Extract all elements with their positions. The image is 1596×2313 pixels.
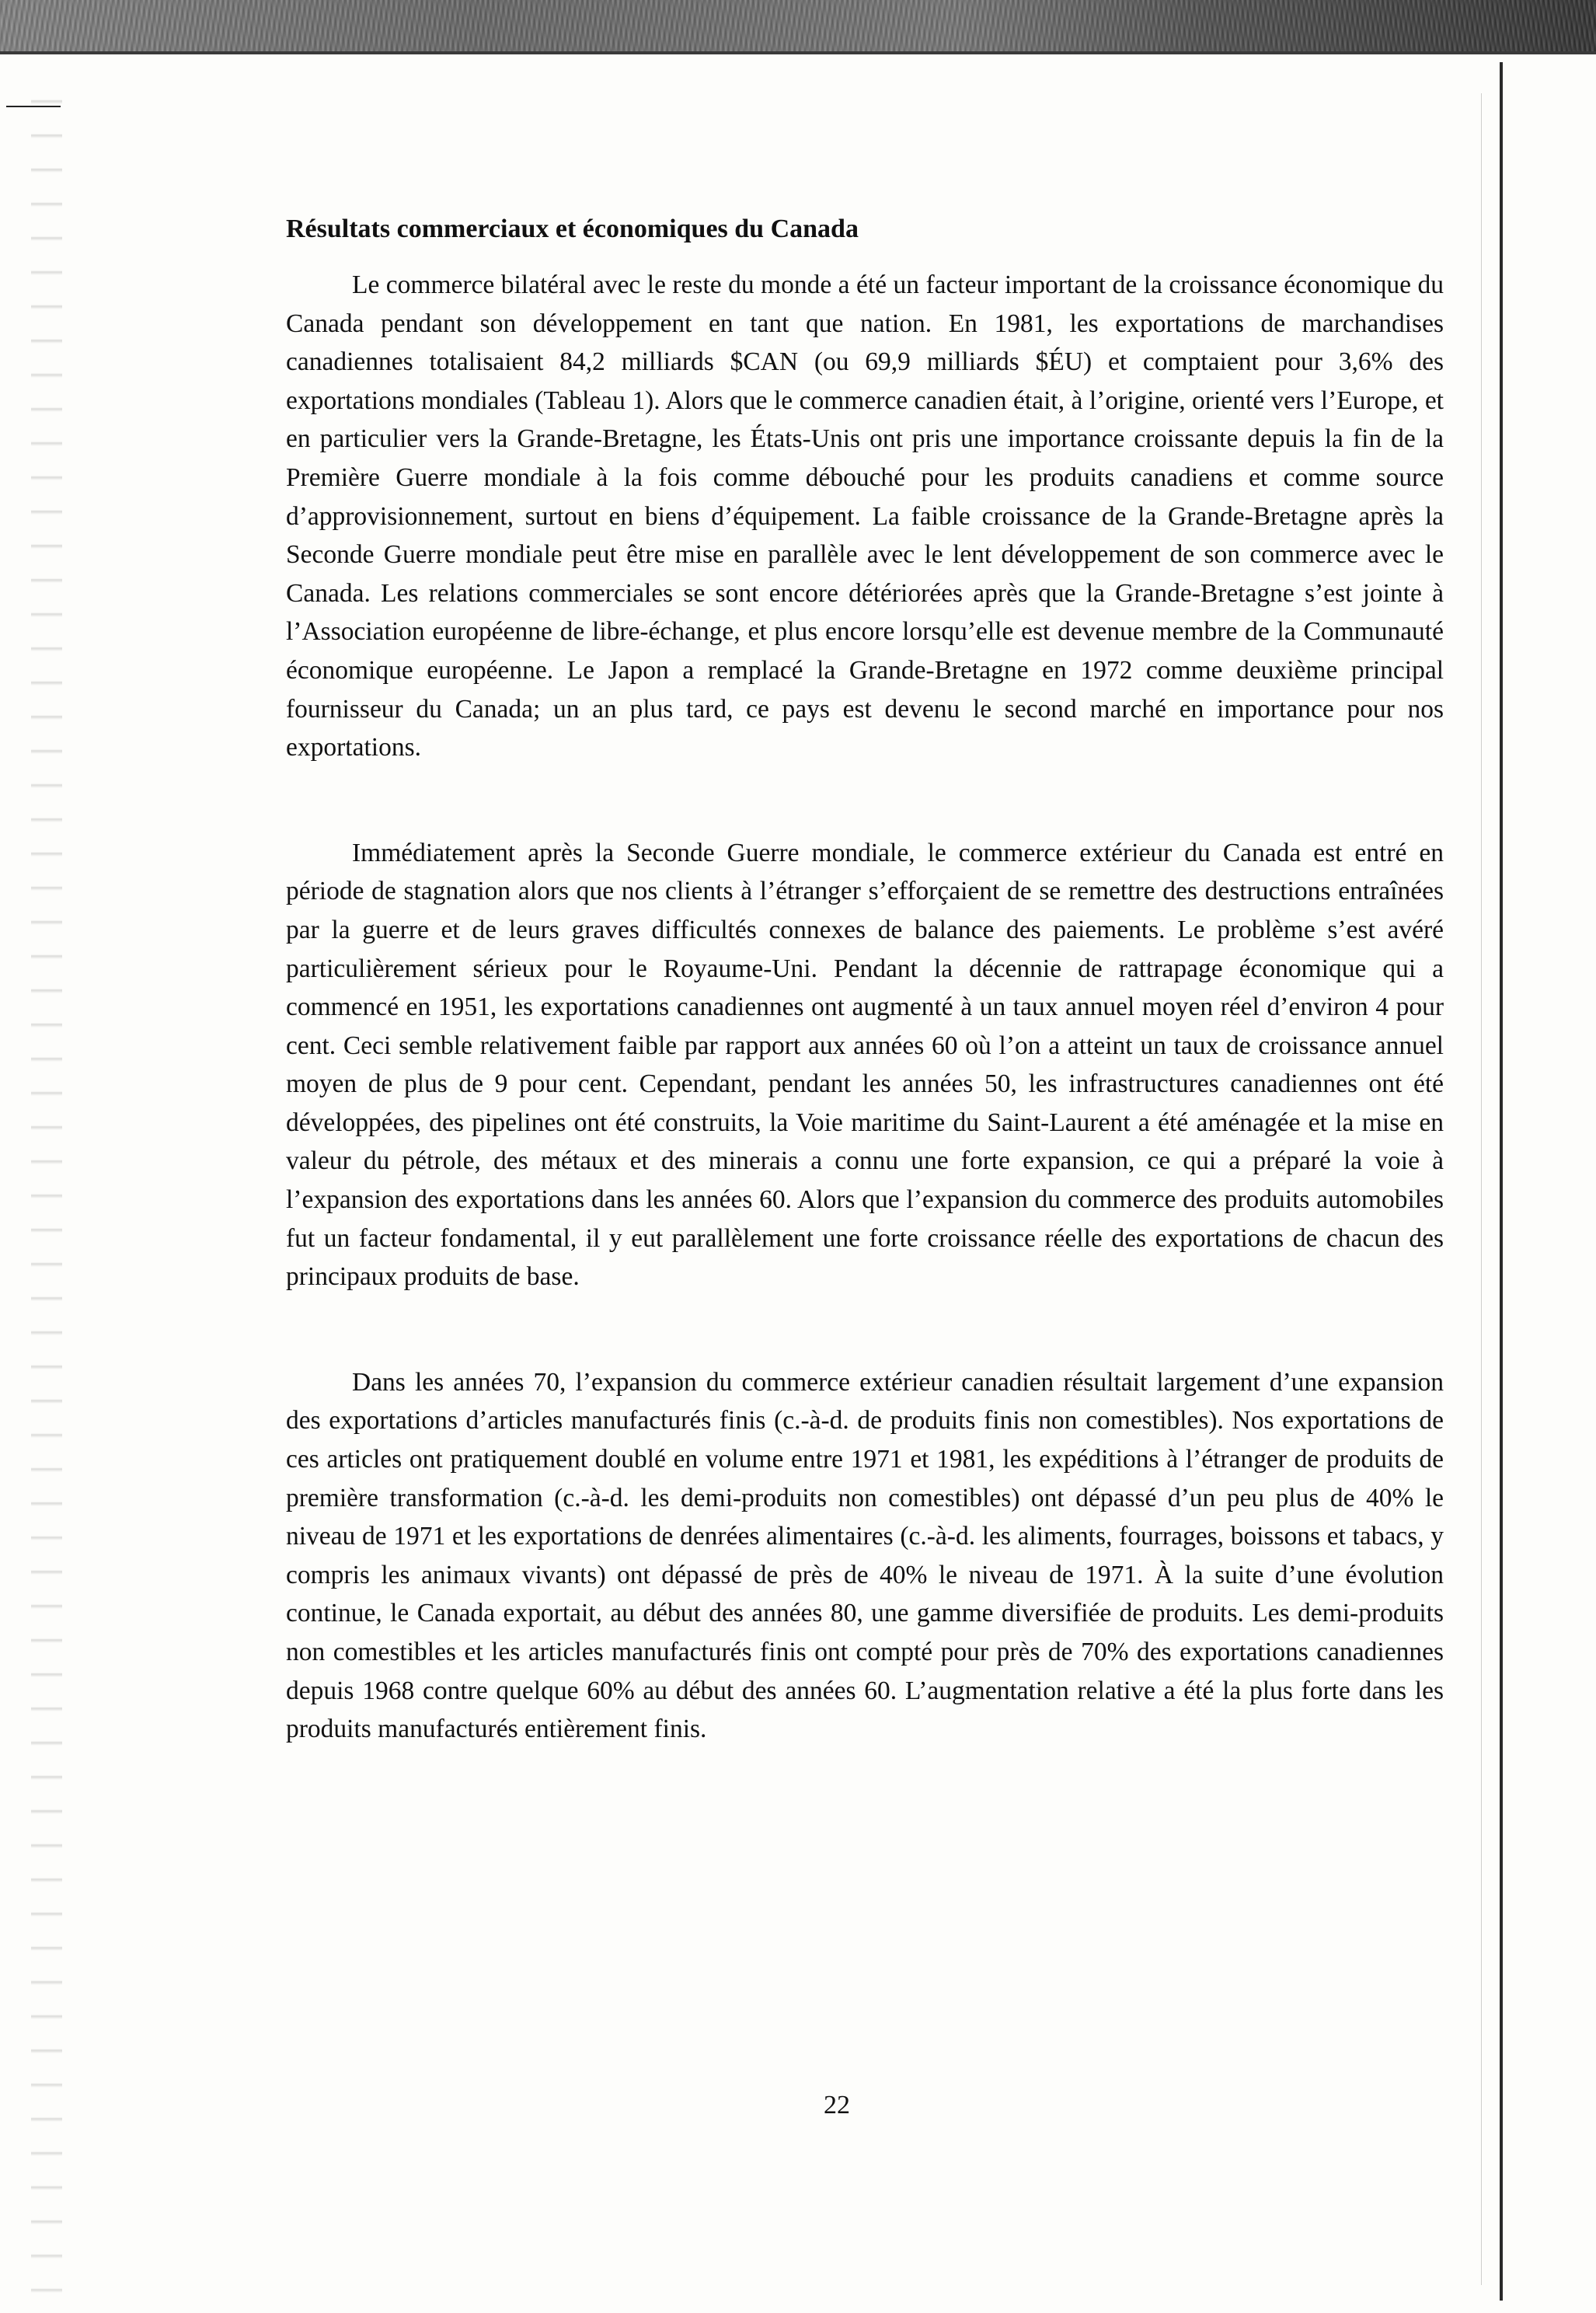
paragraph-1: Le commerce bilatéral avec le reste du monde a été un facteur important de la croissance économique du Canada pendant son développement en tant que nation. En 1981, les exportations de marchandises canadiennes totalisaient 84,2 milliards $CAN (ou 69,9 milliards $ÉU) et comptaient pour 3,6% des exportations mondiales (Tableau 1). Alors que le commerce canadien était, à l’origine, orienté vers l’Europe, et en particulier vers la Grande-Bretagne, les États-Unis ont pris une importance croissante depuis la fin de la Première Guerre mondiale à la fois comme débouché pour les produits canadiens et comme source d’approvisionnement, surtout en biens d’équipement. La faible croissance de la Grande-Bretagne après la Seconde Guerre mondiale peut être mise en parallèle avec le lent développement de son commerce avec le Canada. Les relations commerciales se sont encore détériorées après que la Grande-Bretagne s’est jointe à l’Association européenne de libre-échange, et plus encore lorsqu’elle est devenue membre de la Communauté économique européenne. Le Japon a remplacé la Grande-Bretagne en 1972 comme deuxième principal fournisseur du Canada; un an plus tard, ce pays est devenu le second marché en importance pour nos exportations.: [286, 270, 1444, 762]
paragraph-3: Dans les années 70, l’expansion du commerce extérieur canadien résultait largement d’une expansion des exportations d’articles manufacturés finis (c.-à-d. de produits finis non comestibles). Nos exportations de ces articles ont pratiquement doublé en volume entre 1971 et 1981, les expéditions à l’étranger de produits de première transformation (c.-à-d. les demi-produits non comestibles) ont dépassé d’un peu plus de 40% le niveau de 1971 et les exportations de denrées alimentaires (c.-à-d. les aliments, fourrages, boissons et tabacs, y compris les animaux vivants) ont dépassé de près de 40% le niveau de 1971. À la suite d’une évolution continue, le Canada exportait, au début des années 80, une gamme diversifiée de produits. Les demi-produits non comestibles et les articles manufacturés finis ont compté pour près de 70% des exportations canadiennes depuis 1968 contre quelque 60% au début des années 60. L’augmentation relative a été la plus forte dans les produits manufacturés entièrement finis.: [286, 1367, 1444, 1744]
scan-edge-band: [0, 0, 1596, 51]
binding-edge: [1500, 62, 1503, 2301]
binding-shadow: [1481, 93, 1482, 2285]
left-margin-tick: [6, 95, 61, 107]
page-number: 22: [824, 2091, 850, 2119]
paragraph-2: Immédiatement après la Seconde Guerre mondiale, le commerce extérieur du Canada est entré en période de stagnation alors que nos clients à l’étranger s’efforçaient de se remettre des destructions entraînées par la guerre et de leurs graves difficultés connexes de balance des paiements. Le problème s’est avéré particulièrement sérieux pour le Royaume-Uni. Pendant la décennie de rattrapage économique qui a commencé en 1951, les exportations canadiennes ont augmenté à un taux annuel moyen réel d’environ 4 pour cent. Ceci semble relativement faible par rapport aux années 60 où l’on a atteint un taux de croissance annuel moyen de plus de 9 pour cent. Cependant, pendant les années 50, les infrastructures canadiennes ont été développées, des pipelines ont été construits, la Voie maritime du Saint-Laurent a été aménagée et la mise en valeur du pétrole, des métaux et des minerais a connu une forte expansion, ce qui a préparé la voie à l’expansion des exportations dans les années 60. Alors que l’expansion du commerce des produits automobiles fut un facteur fondamental, il y eut parallèlement une forte croissance réelle des exportations de chacun des principaux produits de base.: [286, 838, 1444, 1292]
left-margin-marks: [31, 70, 62, 2293]
document-body: [286, 210, 1444, 1749]
section-heading: Résultats commerciaux et économiques du Canada: [286, 215, 859, 243]
scan-edge-line: [0, 51, 1596, 54]
